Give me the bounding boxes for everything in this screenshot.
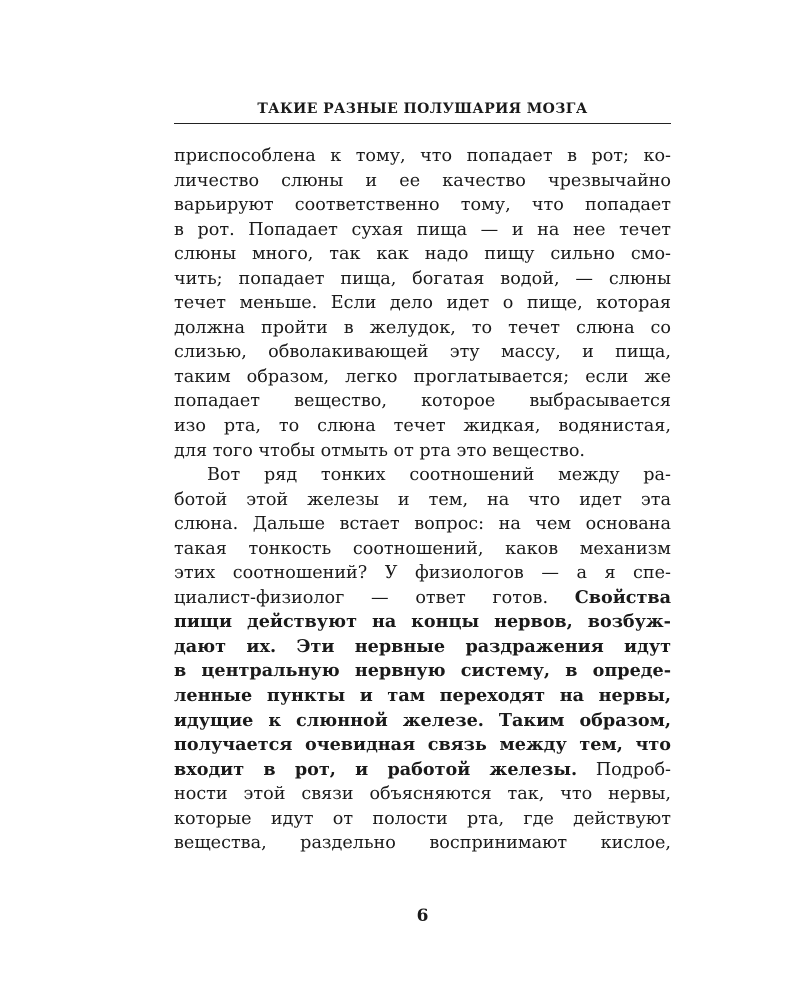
- bold-text-line: идущие к слюнной железе. Таким образом,: [174, 709, 671, 731]
- text-line: варьируют соответственно тому, что попадает: [174, 195, 671, 216]
- text-line: слюна. Дальше встает вопрос: на чем основана: [174, 514, 671, 535]
- bold-fragment: входит в рот, и работой железы.: [174, 758, 578, 780]
- text-line: для того чтобы отмыть от рта это вещество.: [174, 440, 586, 461]
- text-line: попадает вещество, которое выбрасывается: [174, 391, 671, 412]
- bold-text-line: дают их. Эти нервные раздражения идут: [174, 635, 671, 657]
- text-line: этих соотношений? У физиологов — а я спе-: [174, 563, 671, 584]
- text-line: чить; попадает пища, богатая водой, — слюны: [174, 268, 671, 289]
- text-line: ботой этой железы и тем, на что идет эта: [174, 489, 671, 510]
- page-number: 6: [416, 906, 429, 926]
- text-line-mixed: [174, 758, 671, 783]
- bold-text-line: получается очевидная связь между тем, что: [174, 734, 671, 756]
- header-rule: [174, 123, 671, 124]
- text-line: такая тонкость соотношений, каков механизм: [174, 538, 671, 559]
- bold-text-line: в центральную нервную систему, в опреде-: [174, 660, 671, 682]
- text-line: приспособлена к тому, что попадает в рот; ко-: [174, 146, 671, 166]
- text-line: таким образом, легко проглатывается; если же: [174, 366, 671, 387]
- text-line: вещества, раздельно воспринимают кислое,: [174, 833, 671, 854]
- text-line: слизью, обволакивающей эту массу, и пища,: [174, 342, 671, 363]
- running-title: ТАКИЕ РАЗНЫЕ ПОЛУШАРИЯ МОЗГА: [257, 101, 588, 117]
- bold-text-line: ленные пункты и там переходят на нервы,: [174, 685, 671, 707]
- text-line: изо рта, то слюна течет жидкая, водянистая,: [174, 416, 671, 437]
- text-line: слюны много, так как надо пищу сильно смо-: [174, 244, 671, 265]
- text-line: ности этой связи объясняются так, что нервы,: [174, 784, 671, 805]
- text-line-paragraph-start: Вот ряд тонких соотношений между ра-: [207, 465, 671, 486]
- text-fragment: циалист-физиолог — ответ готов.: [174, 587, 549, 608]
- bold-fragment: Свойства: [574, 586, 672, 608]
- bold-text-line: пищи действуют на концы нервов, возбуж-: [174, 611, 671, 633]
- text-line-mixed: [174, 586, 671, 611]
- text-line: должна пройти в желудок, то течет слюна со: [174, 317, 671, 338]
- text-line: течет меньше. Если дело идет о пище, которая: [174, 293, 671, 314]
- text-line: личество слюны и ее качество чрезвычайно: [174, 170, 671, 191]
- text-line: которые идут от полости рта, где действуют: [174, 808, 671, 829]
- text-fragment: Подроб-: [595, 759, 671, 780]
- text-line: в рот. Попадает сухая пища — и на нее течет: [174, 219, 671, 240]
- body-text: [174, 144, 671, 856]
